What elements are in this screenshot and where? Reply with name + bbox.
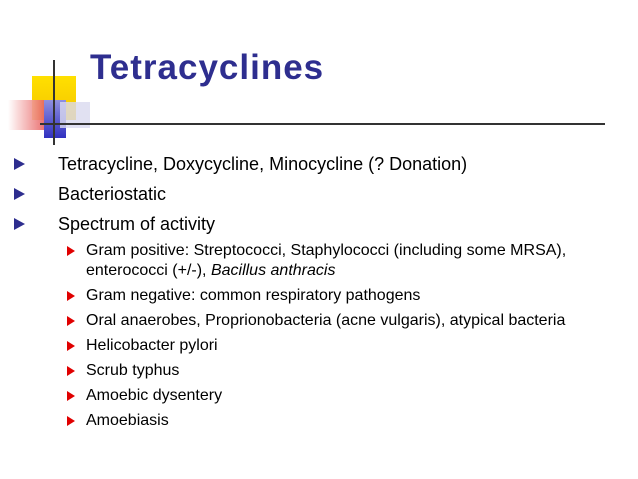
sub-bullet-list [58, 241, 612, 431]
slide-title: Tetracyclines [90, 48, 325, 87]
triangle-bullet-icon [14, 158, 25, 170]
sub-bullet-item [58, 386, 612, 406]
sub-bullet-item [58, 361, 612, 381]
sub-bullet-text: Gram positive: Streptococci, Staphylococci (including some MRSA), enterococci (+/-), [86, 242, 567, 279]
decorative-squares [0, 0, 100, 150]
sub-bullet-item [58, 411, 612, 431]
sub-bullet-text: Gram negative: common respiratory pathogens [86, 287, 421, 304]
bullet-text: Spectrum of activity [58, 214, 216, 234]
title-divider [40, 123, 605, 125]
red-triangle-bullet-icon [67, 366, 75, 376]
triangle-bullet-icon [14, 188, 25, 200]
triangle-bullet-icon [14, 218, 25, 230]
sub-bullet-text: Helicobacter pylori [86, 337, 218, 354]
red-triangle-bullet-icon [67, 391, 75, 401]
sub-bullet-item [58, 241, 612, 281]
bullet-list [12, 153, 612, 439]
sub-bullet-text: Oral anaerobes, Proprionobacteria (acne vulgaris), atypical bacteria [86, 312, 566, 329]
sub-bullet-item [58, 336, 612, 356]
bullet-item [12, 213, 612, 431]
sub-bullet-text: Amoebiasis [86, 412, 169, 429]
red-triangle-bullet-icon [67, 416, 75, 426]
red-triangle-bullet-icon [67, 246, 75, 256]
bullet-item [12, 153, 612, 175]
red-triangle-bullet-icon [67, 316, 75, 326]
bullet-item [12, 183, 612, 205]
bullet-text: Bacteriostatic [58, 184, 167, 204]
sub-bullet-italic-text: Bacillus anthracis [210, 262, 336, 279]
sub-bullet-item [58, 311, 612, 331]
red-triangle-bullet-icon [67, 341, 75, 351]
sub-bullet-item [58, 286, 612, 306]
sub-bullet-text: Amoebic dysentery [86, 387, 223, 404]
sub-bullet-text: Scrub typhus [86, 362, 180, 379]
red-triangle-bullet-icon [67, 291, 75, 301]
bullet-text: Tetracycline, Doxycycline, Minocycline (? Donation) [58, 154, 468, 174]
